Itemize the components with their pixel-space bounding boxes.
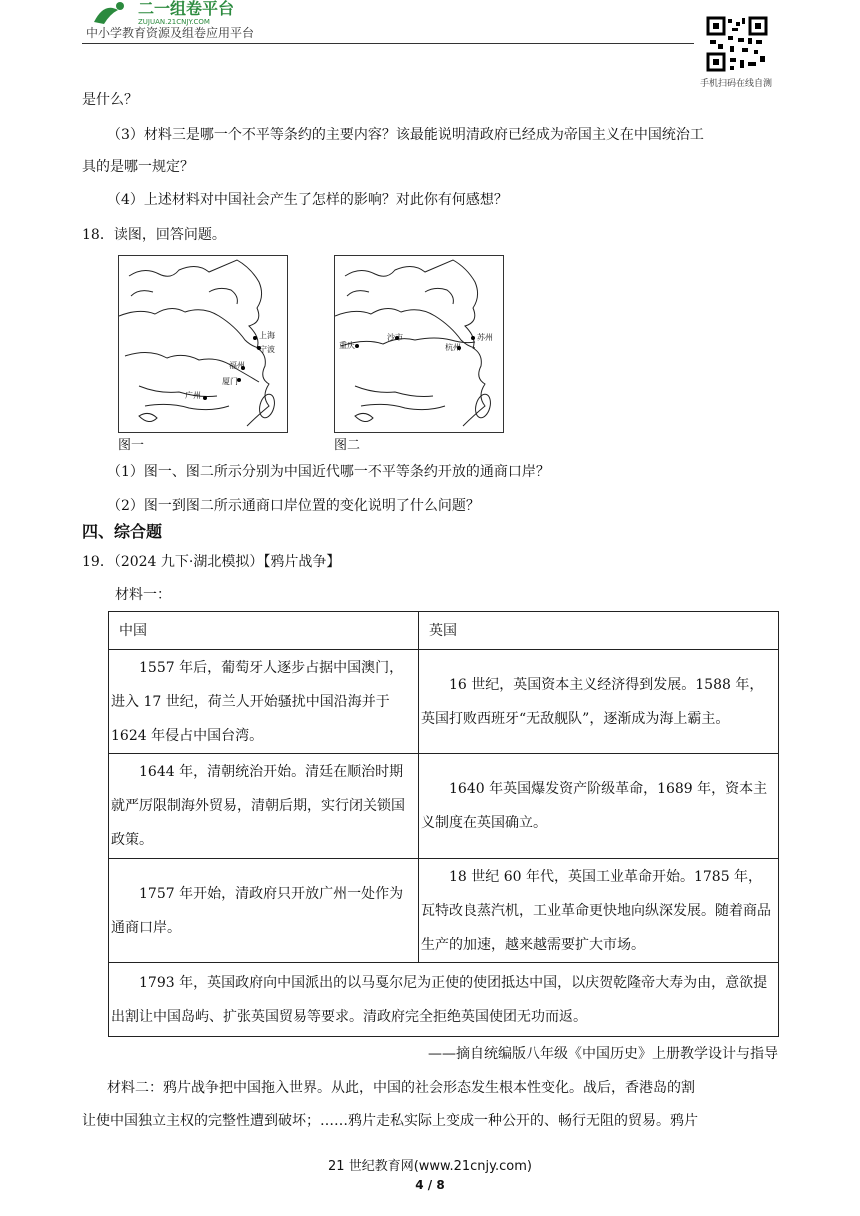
fig1-caption: 图一 [118,438,145,453]
fig2-caption: 图二 [334,438,361,453]
material1-label: 材料一： [115,587,171,603]
table-cell: 1644 年，清朝统治开始。清廷在顺治时期就严厉限制海外贸易，清朝后期，实行闭关锁国政策。 [109,754,419,859]
q17-sub4: （4）上述材料对中国社会产生了怎样的影响？对此你有何感想？ [107,192,508,208]
material2-line2: 让使中国独立主权的完整性遭到破坏；……鸦片走私实际上变成一种公开的、畅行无阻的贸易。鸦片 [82,1113,698,1129]
table-cell: 18 世纪 60 年代，英国工业革命开始。1785 年，瓦特改良蒸汽机，工业革命更快地向纵深发展。随着商品生产的加速，越来越需要扩大市场。 [419,859,779,963]
table-cell: 1640 年英国爆发资产阶级革命，1689 年，资本主义制度在英国确立。 [419,754,779,859]
q18-sub1: （1）图一、图二所示分别为中国近代哪一不平等条约开放的通商口岸？ [107,464,550,480]
map2-city-label: 杭州 [445,343,461,352]
q17-sub3-line1: （3）材料三是哪一个不平等条约的主要内容？该最能说明清政府已经成为帝国主义在中国统治工 [107,127,704,143]
table-header-row [109,612,779,650]
table-cell: 1557 年后，葡萄牙人逐步占据中国澳门，进入 17 世纪，荷兰人开始骚扰中国沿海并于 1624 年侵占中国台湾。 [109,650,419,754]
logo-url: ZUJUAN.21CNJY.COM [138,18,210,26]
table-header-cell: 英国 [419,612,779,650]
page-number: 4 / 8 [415,1178,445,1192]
material2-line1: 材料二：鸦片战争把中国拖入世界。从此，中国的社会形态发生根本性变化。战后，香港岛的割 [107,1080,695,1096]
map-figure-2 [334,255,504,433]
header-divider [82,43,694,44]
table-row [109,650,779,754]
q18-sub2: （2）图一到图二所示通商口岸位置的变化说明了什么问题？ [107,498,480,514]
footer-site: 21 世纪教育网(www.21cnjy.com) [328,1159,532,1174]
table-row [109,754,779,859]
table-cell: 1757 年开始，清政府只开放广州一处作为通商口岸。 [109,859,419,963]
map1-city-label: 福州 [229,361,245,370]
material1-table [108,611,779,1037]
table-merged-cell: 1793 年，英国政府向中国派出的以马戛尔尼为正使的使团抵达中国，以庆贺乾隆帝大寿为由，意欲提出割让中国岛屿、扩张英国贸易等要求。清政府完全拒绝英国使团无功而返。 [109,963,779,1037]
map1-city-label: 上海 [259,331,275,340]
table-row [109,963,779,1037]
map2-city-label: 苏州 [477,333,493,342]
table-header-cell: 中国 [109,612,419,650]
map1-city-label: 厦门 [222,377,238,386]
map-figure-1 [118,255,288,433]
table-cell: 16 世纪，英国资本主义经济得到发展。1588 年，英国打败西班牙“无敌舰队”，逐渐成为海上霸主。 [419,650,779,754]
qr-code-icon[interactable] [706,16,768,72]
q19-stem: 19．（2024 九下·湖北模拟）【鸦片战争】 [82,554,341,570]
map2-city-label: 沙市 [387,333,403,342]
logo-text: 二一组卷平台 [138,0,235,18]
qr-caption: 手机扫码在线自测 [700,79,773,89]
header-tagline: 中小学教育资源及组卷应用平台 [86,26,255,40]
material1-source: ——摘自统编版八年级《中国历史》上册教学设计与指导 [428,1046,778,1062]
map1-city-label: 广州 [185,391,201,400]
map2-city-label: 重庆 [339,341,355,350]
section-heading: 四、综合题 [82,522,163,541]
q17-continuation: 是什么？ [82,92,138,108]
q18-stem: 18．读图，回答问题。 [82,227,226,243]
q17-sub3-line2: 具的是哪一规定？ [82,159,194,175]
site-logo [90,0,270,26]
table-row [109,859,779,963]
map1-city-label: 宁波 [259,345,275,354]
